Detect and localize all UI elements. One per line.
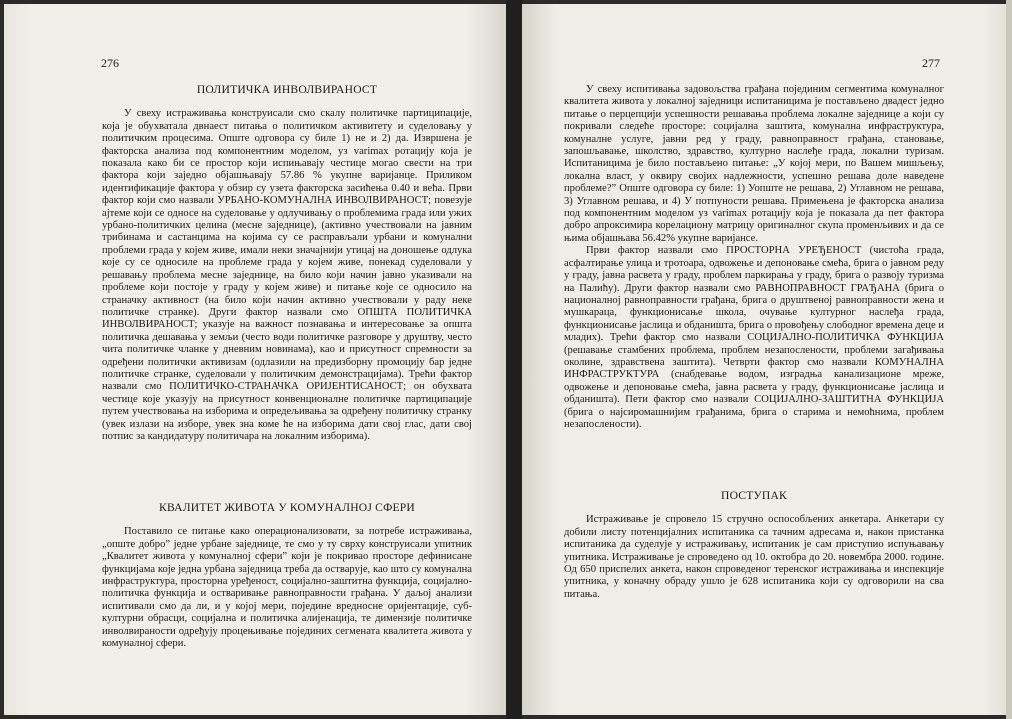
heading-procedure: ПОСТУПАК (721, 489, 787, 502)
heading-quality-of-life: КВАЛИТЕТ ЖИВОТА У КОМУНАЛНОЈ СФЕРИ (159, 501, 415, 514)
section-political-involvement (102, 84, 472, 443)
page-number-right: 277 (922, 56, 940, 70)
section-satisfaction (564, 84, 944, 431)
page-number-left: 276 (101, 56, 119, 70)
paragraph-quality-of-life: Поставило се питање како операционализовати, за потребе истраживања, „опште добро” једне урбане заједнице, те смо у ту сврху конструисали упитник „Квалитет живота у комуналној сфери” који је покривао просторе дефинисане функцијама које једна урбана заједница треба да остварује, као што су комунална инфраструктура, просторна уређеност, социјално-заштитна функција, социјално-политичка функција и остваривање равноправности грађана. У даљој анализи испитивали смо да ли, и у којој мери, поједине вредносне оријентације, суб-културни обрасци, социјална и политичка алијенација, те димензије политичке инволвираности одређују процењивање појединих сегмената квалитета живота у комуналној сфери. (102, 526, 472, 650)
paragraph-political-involvement: У свеху истраживања конструисали смо скалу политичке партиципације, која је обухватала двнаест питања о политичком активитету и суделовању у политичким процесима. Опште одговора су биле 1) не и 2) да. Извршена је факторска анализа под компонентним моделом, уз varimax ротацију која је показала како би се простор који испињавају честице могао свести на три фактора који заједно објашњавају 57.86 % укупне варијанце. Приликом идентификације фактора у обзир су узета факторска засићења 0.40 и већа. Први фактор који смо назвали УРБАНО-КОМУНАЛНА ИНВОЛВИРАНОСТ; повезује ајтеме који се односе на суделовање у одлучивању о проблемима града или ужих урбано-политичких целина (месне заједнице), (активно учествовали на јавним трибинама и састанцима на којима су се расправљали урбани и комунални проблеми града у којем живе, имали неки значајнији утицај на доношење одлука које су се односиле на проблеме града у којем живе, понекад суделовали у решавању проблема месне заједнице, на било који начин јавно указивали на проблеме који постоје у граду у којем живе) и питање које се односило на страначку активност (на било који начин активно учествовали у раду неке политичке странке). Други фактор назвали смо ОПШТА ПОЛИТИЧКА ИНВОЛВИРАНОСТ; указује на важност познавања и интересовање за општа политичка дешавања у земљи (често води политичке разговоре у друштву, често чита политичке чланке у дневним новинама), као и присутност спремности за одређени политички активизам (одлазили на предизборну промоцију бар једне политичке странке, суделовали у политичким демонстрацијама). Трећи фактор назвали смо ПОЛИТИЧКО-СТРАНАЧКА ОРИЈЕНТИСАНОСТ; он обухвата честице које указују на присутност конвенционалне политичке партиципације путем учествовања на изборима и опредељивања за одређену политичку странку (увек излази на изборе, увек зна коме ће на изборима дати свој глас, дати свој потпис за кандидатуру политичара на локалним изборима). (102, 108, 472, 442)
left-page (4, 4, 506, 715)
book-gutter (506, 0, 522, 719)
paragraph-satisfaction: У свеху испитивања задовољства грађана појединим сегментима комуналног квалитета живота у локалној заједници испитаницима је постављено двадест једно питање о перцепцији успешности решавања проблема локалне заједнице а који су покривали следеће просторе: социјална заштита, комунална инфраструктура, комуналне услуге, јавни ред у граду, равноправност грађана, становање, запошљавање, школство, здравство, културно наслеђе града, локални туризам. Испитаницима је било постављено питање: „У којој мери, по Вашем мишљењу, локална власт, у оквиру својих надлежности, успешно решава доле наведене проблеме?” Опште одговора су биле: 1) Уопште не решава, 2) Углавном не решава, 3) Углавном решава, и 4) У потпуности решава. Примењена је факторска анализа под компонентним моделом уз varimax ротацију која је показала да пет фактора добро апроксимира корелациону матрицу оригиналног скупа променљивих и да се њима објашњава 56.42% укупне варијансе. (564, 84, 944, 244)
paragraph-procedure: Истраживање је спровело 15 стручно оспособљених анкетара. Анкетари су добили листу потенцијалних испитаника са тачним адресама и, након пристанка испитаника да суделује у истраживању, испитаник је сам приступио испуњавању упитника. Истраживање је спроведено од 10. октобра до 20. новембра 2000. године. Од 650 приспелих анкета, након спроведеног теренског истраживања и инспекције упитника, у коначну обраду ушло је 628 испитаника који су одговорили на сва питања. (564, 514, 944, 600)
right-page (522, 4, 1008, 715)
section-quality-of-life (102, 502, 472, 650)
heading-political-involvement: ПОЛИТИЧКА ИНВОЛВИРАНОСТ (196, 83, 378, 96)
page-edge (1006, 0, 1012, 719)
section-procedure (564, 490, 944, 601)
paragraph-factors: Први фактор назвали смо ПРОСТОРНА УРЕЂЕНОСТ (чистоћа града, асфалтирање улица и тротоара, одвожење и депоновање смећа, брига о јавном реду у граду, јавна расвета у граду, проблем паркирања у граду, брига о развоју туризма на Палићу). Други фактор назвали смо РАВНОПРАВНОСТ ГРАЂАНА (брига о националној равноправности грађана, брига о друштвеној равноправности жена и мушкараца, функционисање школа, очување културног наслеђа града, функционисање јаслица и обданишта, брига о провођењу слободног времена деце и младих). Трећи фактор смо назвали СОЦИЈАЛНО-ПОЛИТИЧКА ФУНКЦИЈА (решавање стамбених проблема, проблем незапослености, проблеми загађивања околине, здравствена заштита). Четврти фактор смо назвали КОМУНАЛНА ИНФРАСТРУКТУРА (снабдевање водом, изградња канализационе мреже, одвожење и депоновање смећа, јавна расвета у граду, функционисање јаслица и обданишта). Пети фактор смо назвали СОЦИЈАЛНО-ЗАШТИТНА ФУНКЦИЈА (брига о најсиромашнијим грађанима, брига о старима и немоћнима, проблем незапослености). (564, 245, 944, 430)
